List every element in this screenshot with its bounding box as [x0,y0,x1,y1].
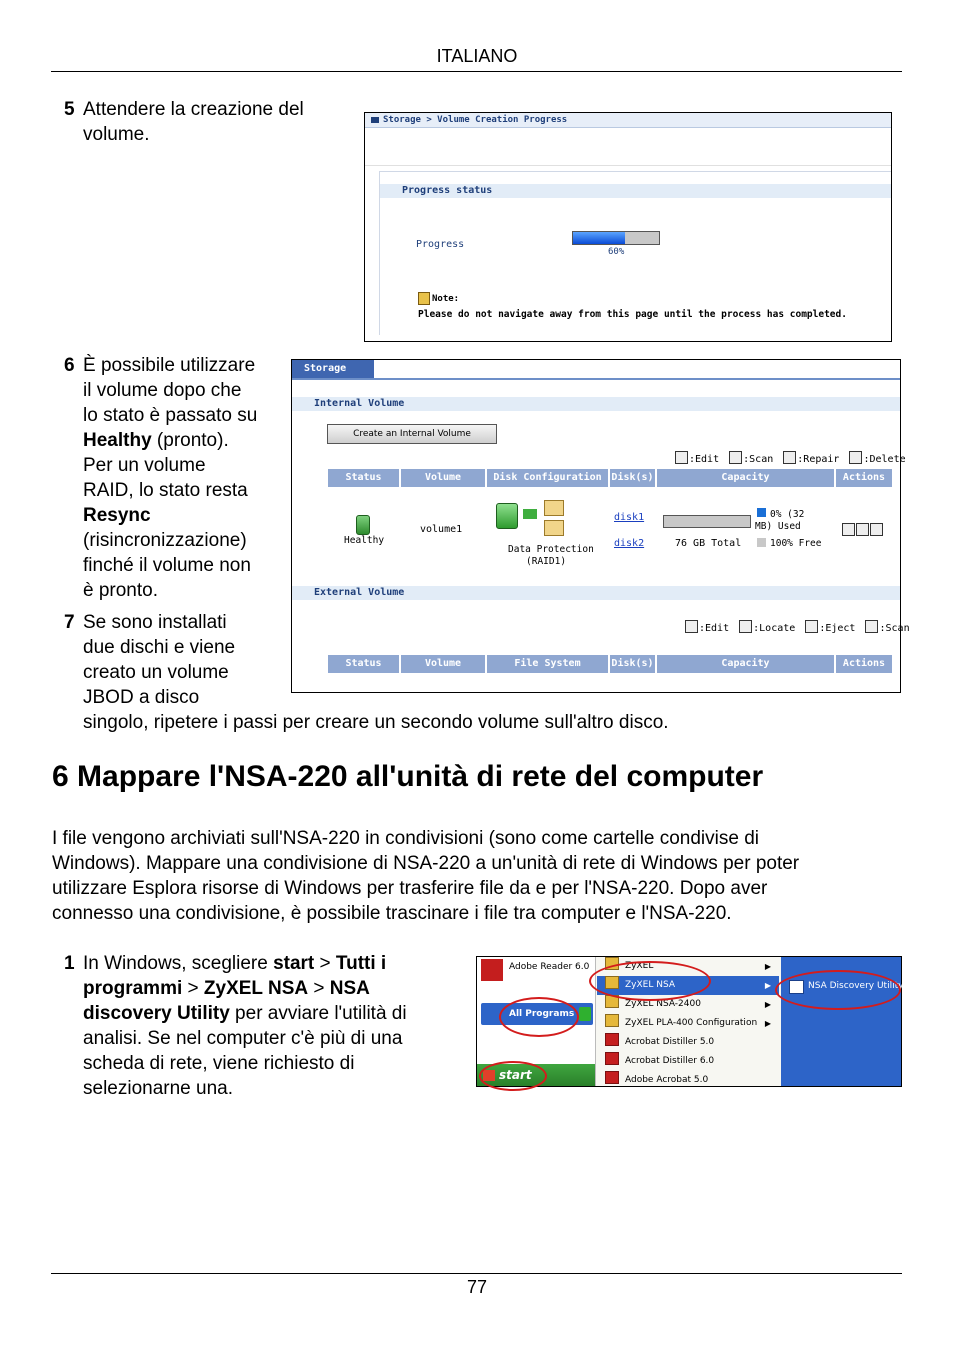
locate-icon[interactable] [739,620,752,633]
delete-icon[interactable] [849,451,862,464]
row-used-2: MB) Used [755,521,801,532]
ext-edit-icon[interactable] [685,620,698,633]
row-free: 100% Free [770,538,822,549]
highlight-ring-zyxel-nsa [589,961,711,1001]
chevron-right-icon: ▶ [764,962,771,971]
col-disks: Disk(s) [610,469,655,487]
step-7-text: Se sono installati due dischi e viene creato un volume JBOD a disco [83,612,236,708]
menu-item-adobe-acrobat-5[interactable]: Adobe Acrobat 5.0 [599,1071,779,1090]
section-title: 6 Mappare l'NSA-220 all'unità di rete del computer [52,760,764,793]
adobe-reader-icon [481,959,503,981]
create-internal-volume-button[interactable]: Create an Internal Volume [327,424,497,444]
breadcrumb: Storage > Volume Creation Progress [365,113,891,128]
volume-progress-screenshot [364,112,892,342]
used-legend [757,508,766,517]
highlight-ring-start [479,1061,547,1091]
step-1-text: In Windows, scegliere start > Tutti i programmi > ZyXEL NSA > NSA discovery Utility per avviare l'utilità di analisi. Se nel computer c'è più di una scheda di rete, viene richiesto di selezionarne una. [83,953,407,1099]
intro-paragraph: I file vengono archiviati sull'NSA-220 in condivisioni (sono come cartelle condivise di Windows). Mappare una condivisione di NSA-220 a un'unità di rete di Windows per poter utilizzare Esplora risorse di Windows per trasferire file da e per l'NSA-220. Dopo aver connesso una condivisione, è possibile trascinare i file tra computer e l'NSA-220. [52,828,800,924]
progress-bar [572,231,660,245]
start-menu-screenshot [476,956,902,1087]
progress-section-title: Progress status [380,184,891,198]
step-5-text: Attendere la creazione del volume. [83,99,304,145]
folder-icon [605,1014,619,1027]
menu-item-zyxel-pla-400[interactable]: ZyXEL PLA-400 Configuration ▶ [599,1014,779,1033]
capacity-bar [663,515,751,528]
row-total: 76 GB Total [675,538,742,549]
menu-item-nsa-discovery-utility[interactable]: NSA Discovery Utility [808,981,904,991]
ext-scan-icon[interactable] [865,620,878,633]
row-scan-icon[interactable] [856,523,869,536]
menu-item-zyxel-nsa-2400[interactable]: ZyXEL NSA-2400 ▶ [599,995,779,1014]
step-6-number: 6 [64,355,75,376]
menu-item-zyxel-nsa[interactable]: ZyXEL NSA ▶ [599,976,779,995]
free-legend [757,538,766,547]
disk-b-icon [544,520,564,536]
edit-icon[interactable] [675,451,688,464]
tab-storage[interactable]: Storage [292,360,374,378]
col-disk-configuration: Disk Configuration [487,469,608,487]
col2-file-system: File System [487,655,608,673]
progress-label: Progress [416,239,465,250]
col2-volume: Volume [401,655,485,673]
col2-disks: Disk(s) [610,655,655,673]
chevron-right-icon: ▶ [764,981,771,990]
note-title: Note: [432,294,460,304]
disk-a-icon [544,500,564,516]
internal-toolbar: :Edit :Scan :Repair :Delete [675,451,906,465]
col-status: Status [328,469,399,487]
start-button[interactable]: start [499,1068,532,1082]
header-rule [51,71,902,72]
col2-status: Status [328,655,399,673]
raid-icon [496,503,518,529]
step-6-text: È possibile utilizzare il volume dopo che lo stato è passato su Healthy (pronto). Per un volume RAID, lo stato resta Resync (risincronizzazione) finché il volume non è pronto. [83,355,258,601]
disk2-link[interactable]: disk2 [614,538,645,549]
row-actions [842,523,884,537]
breadcrumb-icon [371,117,379,123]
col-actions: Actions [836,469,892,487]
storage-screenshot [291,359,910,693]
footer-rule [51,1273,902,1274]
row-delete-icon[interactable] [870,523,883,536]
all-programs-arrow-icon [579,1007,591,1021]
col-volume: Volume [401,469,485,487]
chevron-right-icon: ▶ [764,1000,771,1009]
step-1-number: 1 [64,953,75,974]
acrobat-icon [605,1033,619,1046]
healthy-icon [356,515,370,535]
col-capacity: Capacity [657,469,834,487]
disk1-link[interactable]: disk1 [614,512,645,523]
row-volume: volume1 [420,524,463,535]
highlight-ring-all-programs [499,997,579,1037]
acrobat-icon [605,1052,619,1065]
eject-icon[interactable] [805,620,818,633]
progress-percent: 60% [608,247,625,257]
step-7-number: 7 [64,612,75,633]
all-programs-item[interactable]: All Programs [509,1009,575,1019]
chevron-right-icon: ▶ [764,1019,771,1028]
scan-icon[interactable] [729,451,742,464]
menu-item-acrobat-distiller-6[interactable]: Acrobat Distiller 6.0 [599,1052,779,1071]
row-config-2: (RAID1) [526,556,567,567]
col2-actions: Actions [836,655,892,673]
running-header: ITALIANO [436,46,518,66]
row-status: Healthy [344,535,385,546]
row-config-1: Data Protection [508,544,594,555]
row-edit-icon[interactable] [842,523,855,536]
arrow-icon [523,509,537,519]
step-5-number: 5 [64,99,75,120]
note-text: Please do not navigate away from this page until the process has completed. [418,309,847,320]
external-volume-title: External Volume [292,586,900,600]
external-toolbar: :Edit :Locate :Eject :Scan [685,620,910,634]
note-icon [418,292,430,305]
repair-icon[interactable] [783,451,796,464]
menu-item-acrobat-distiller-5[interactable]: Acrobat Distiller 5.0 [599,1033,779,1052]
acrobat-icon [605,1071,619,1084]
step-7-text-cont: singolo, ripetere i passi per creare un secondo volume sull'altro disco. [83,712,669,733]
internal-volume-title: Internal Volume [292,397,900,411]
row-used-1: 0% (32 [770,509,805,520]
highlight-ring-discovery [775,970,904,1010]
adobe-reader-item[interactable]: Adobe Reader 6.0 [509,962,590,972]
menu-item-zyxel[interactable]: ZyXEL ▶ [599,957,779,976]
page-number: 77 [466,1277,488,1297]
col2-capacity: Capacity [657,655,834,673]
progress-bar-fill [573,232,625,244]
